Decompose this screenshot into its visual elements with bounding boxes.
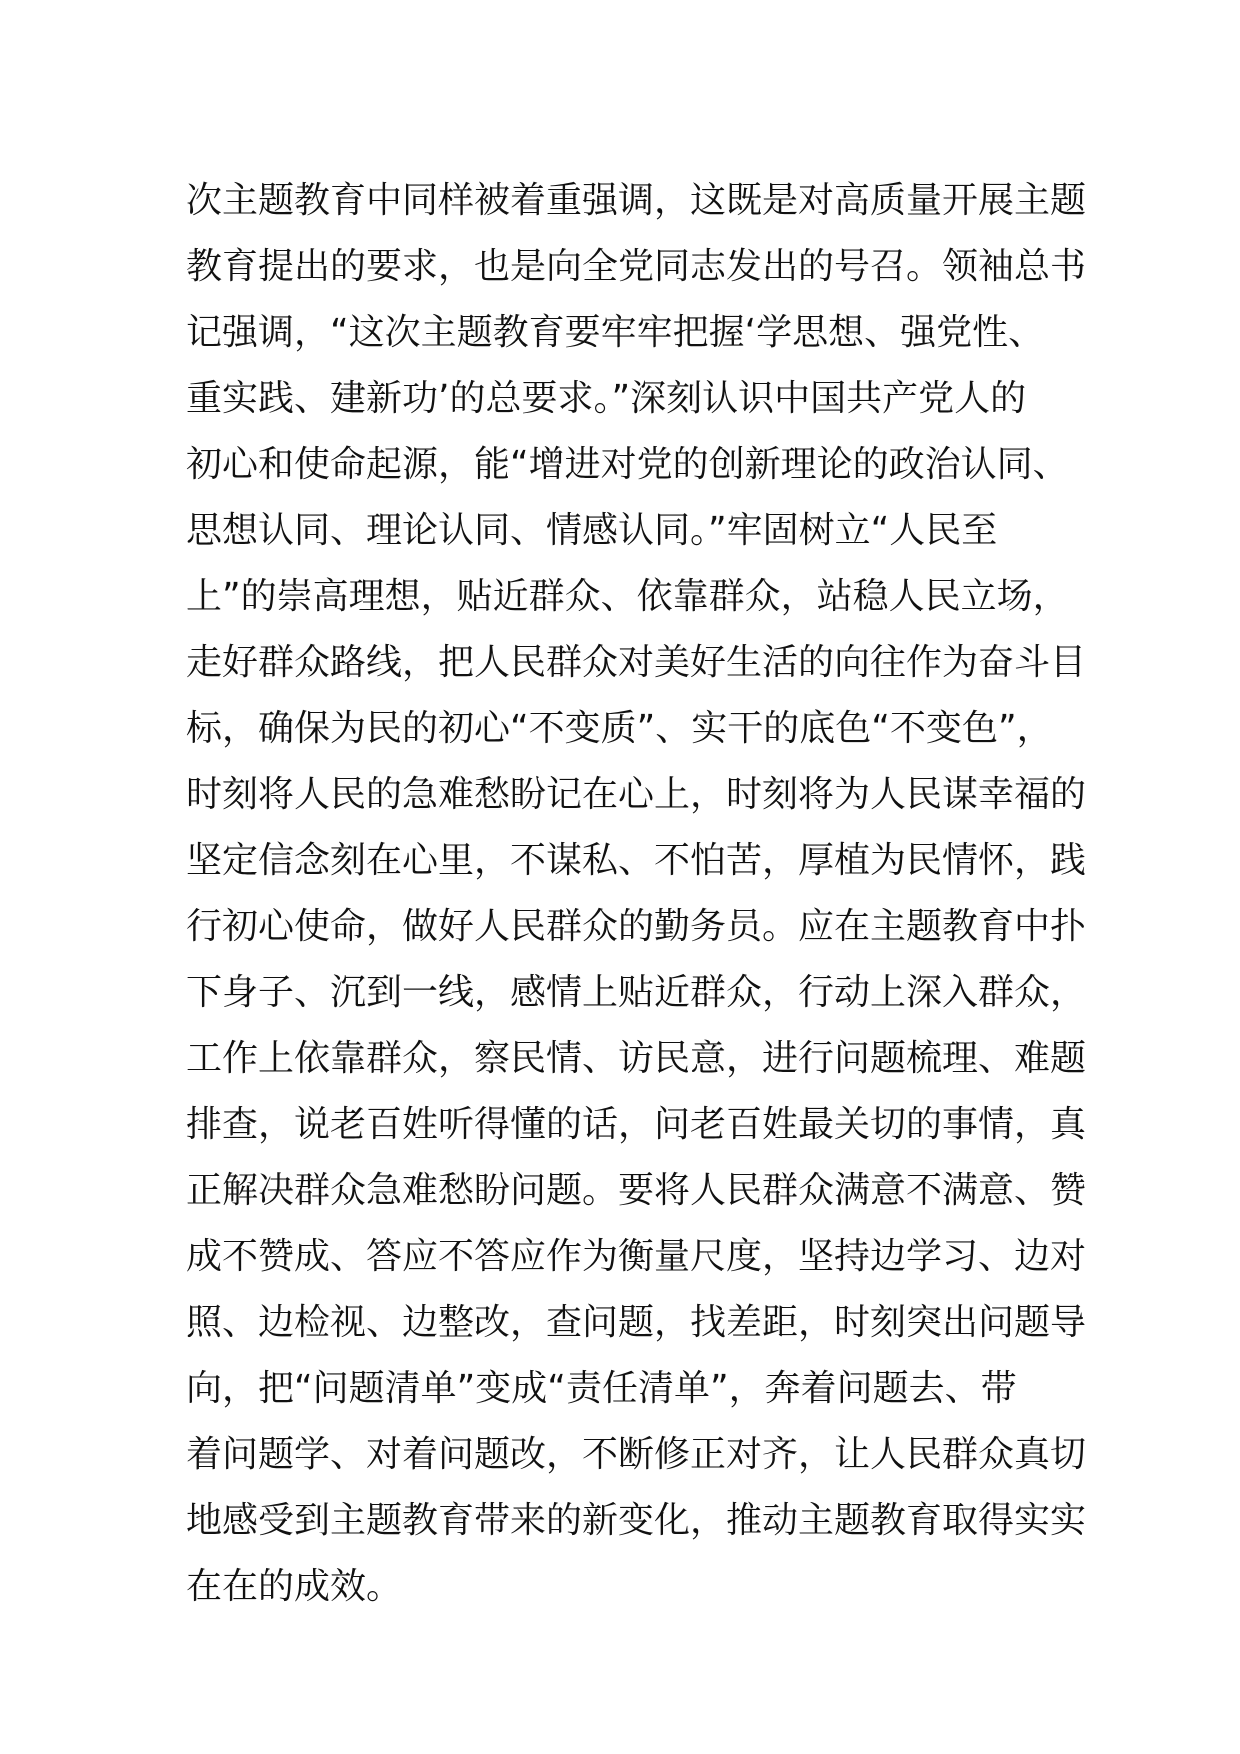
paragraph-line-8: 走好群众路线，把人民群众对美好生活的向往作为奋斗目 <box>186 642 1087 683</box>
paragraph-line-15: 排查，说老百姓听得懂的话，问老百姓最关切的事情，真 <box>186 1104 1087 1145</box>
paragraph-line-1: 次主题教育中同样被着重强调，这既是对高质量开展主题 <box>186 180 1087 221</box>
paragraph-line-13: 下身子、沉到一线，感情上贴近群众，行动上深入群众， <box>186 972 1087 1013</box>
paragraph-line-10: 时刻将人民的急难愁盼记在心上，时刻将为人民谋幸福的 <box>186 774 1087 815</box>
paragraph-line-20: 着问题学、对着问题改，不断修正对齐，让人民群众真切 <box>186 1434 1087 1475</box>
paragraph-line-21: 地感受到主题教育带来的新变化，推动主题教育取得实实 <box>186 1500 1087 1541</box>
paragraph-line-22: 在在的成效。 <box>186 1566 403 1607</box>
paragraph-line-17: 成不赞成、答应不答应作为衡量尺度，坚持边学习、边对 <box>186 1236 1087 1277</box>
paragraph-line-3: 记强调，“这次主题教育要牢牢把握‘学思想、强党性、 <box>186 312 1045 353</box>
paragraph-line-6: 思想认同、理论认同、情感认同。”牢固树立“人民至 <box>186 510 998 551</box>
paragraph-line-9: 标，确保为民的初心“不变质”、实干的底色“不变色”， <box>186 708 1053 749</box>
paragraph-line-4: 重实践、建新功’的总要求。”深刻认识中国共产党人的 <box>186 378 1027 419</box>
body-paragraph <box>186 168 1087 1620</box>
paragraph-line-11: 坚定信念刻在心里，不谋私、不怕苦，厚植为民情怀，践 <box>186 840 1087 881</box>
paragraph-line-2: 教育提出的要求，也是向全党同志发出的号召。领袖总书 <box>186 246 1087 287</box>
paragraph-line-16: 正解决群众急难愁盼问题。要将人民群众满意不满意、赞 <box>186 1170 1087 1211</box>
paragraph-line-12: 行初心使命，做好人民群众的勤务员。应在主题教育中扑 <box>186 906 1087 947</box>
paragraph-line-7: 上”的崇高理想，贴近群众、依靠群众，站稳人民立场， <box>186 576 1069 617</box>
paragraph-line-14: 工作上依靠群众，察民情、访民意，进行问题梳理、难题 <box>186 1038 1087 1079</box>
paragraph-line-19: 向，把“问题清单”变成“责任清单”，奔着问题去、带 <box>186 1368 1017 1409</box>
paragraph-line-18: 照、边检视、边整改，查问题，找差距，时刻突出问题导 <box>186 1302 1087 1343</box>
paragraph-line-5: 初心和使命起源，能“增进对党的创新理论的政治认同、 <box>186 444 1069 485</box>
